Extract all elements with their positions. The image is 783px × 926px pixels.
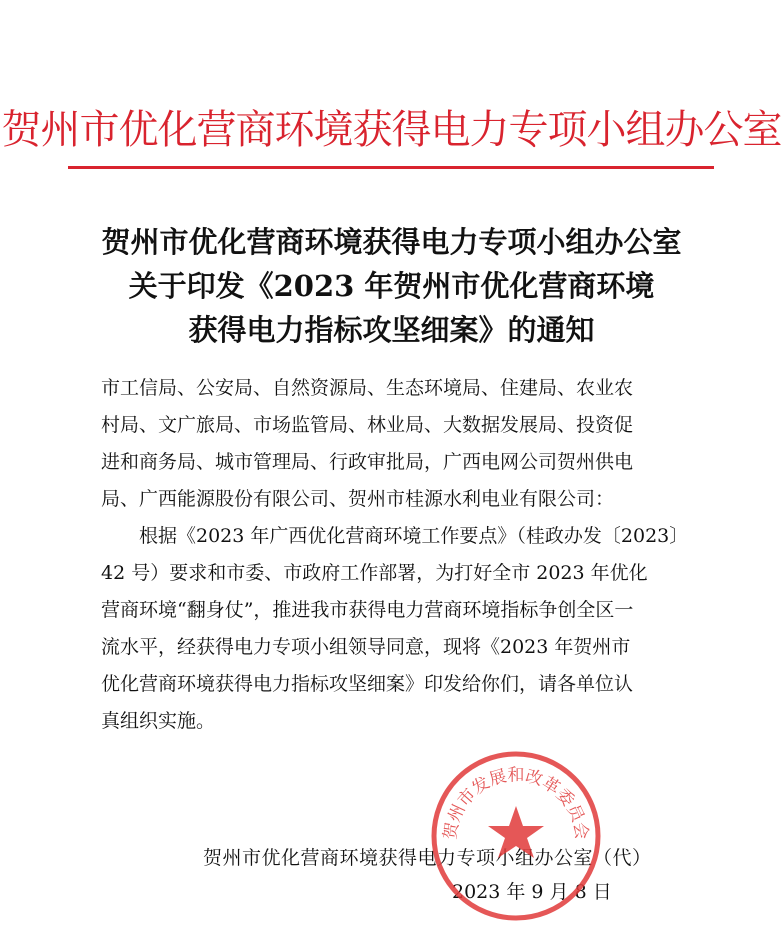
signature-date: 2023 年 9 月 8 日 xyxy=(452,881,612,903)
recipient-line: 市工信局、公安局、自然资源局、生态环境局、住建局、农业农 xyxy=(101,377,634,399)
body-line: 流水平，经获得电力专项小组领导同意，现将《2023 年贺州市 xyxy=(101,636,631,658)
body-line: 真组织实施。 xyxy=(101,710,216,732)
title-line: 关于印发《2023 年贺州市优化营商环境 xyxy=(128,269,655,303)
recipient-line: 局、广西能源股份有限公司、贺州市桂源水利电业有限公司： xyxy=(101,488,615,510)
red-header-rule xyxy=(68,166,714,169)
recipient-line: 进和商务局、城市管理局、行政审批局，广西电网公司贺州供电 xyxy=(101,451,634,473)
org-header-title: 贺州市优化营商环境获得电力专项小组办公室 xyxy=(1,107,782,153)
title-line: 获得电力指标攻坚细案》的通知 xyxy=(188,313,595,347)
document-body xyxy=(101,370,691,740)
document-title xyxy=(0,220,783,352)
seal-text: 贺州市发展和改革委员会 xyxy=(440,765,592,841)
seal-star-icon xyxy=(488,806,544,858)
signature-org: 贺州市优化营商环境获得电力专项小组办公室（代） xyxy=(203,847,652,869)
body-line: 优化营商环境获得电力指标攻坚细案》印发给你们，请各单位认 xyxy=(101,673,634,695)
title-line: 贺州市优化营商环境获得电力专项小组办公室 xyxy=(101,225,682,259)
body-line: 42 号）要求和市委、市政府工作部署，为打好全市 2023 年优化 xyxy=(101,562,648,584)
body-line: 营商环境“翻身仗”，推进我市获得电力营商环境指标争创全区一 xyxy=(101,599,634,621)
official-seal-stamp xyxy=(426,746,606,926)
body-line: 根据《2023 年广西优化营商环境工作要点》（桂政办发〔2023〕 xyxy=(139,525,689,547)
recipient-line: 村局、文广旅局、市场监管局、林业局、大数据发展局、投资促 xyxy=(101,414,634,436)
